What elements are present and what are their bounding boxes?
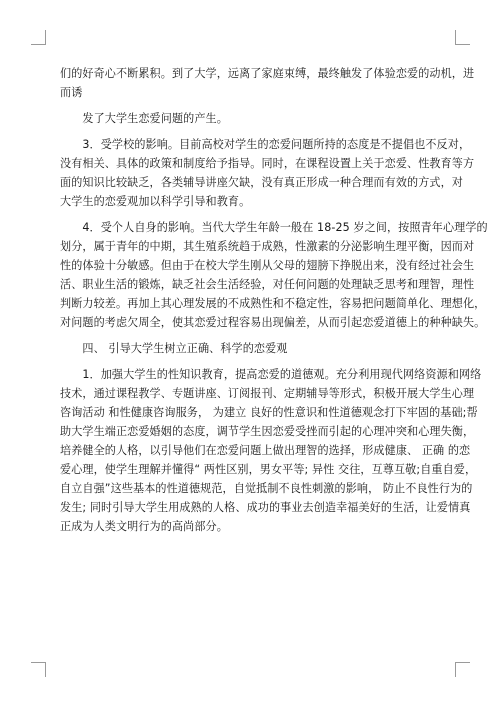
text-line: 而诱 [60, 86, 83, 99]
text-line: 对问题的考虑欠周全，使其恋爱过程容易出现偏差，从而引起恋爱道德上的种种缺失。 [60, 316, 486, 329]
text-line: 爱心理，使学生理解并懂得“ 两性区别，男女平等; 异性 交往，互尊互敬;自重自爱， [60, 463, 477, 476]
paragraph-school-influence [60, 135, 475, 211]
text-line: 培养健全的人格，以引导他们在恋爱问题上做出理智的选择，形成健康、 正确 的恋 [60, 444, 471, 457]
section-heading-text: 四、 引导大学生树立正确、科学的恋爱观 [60, 342, 288, 355]
text-line: 发生; 同时引导大学生用成熟的人格、成功的事业去创造幸福美好的生活，让爱情真 [60, 501, 471, 514]
text-line: 性的体验十分敏感。但由于在校大学生刚从父母的翅膀下挣脱出来，没有经过社会生 [60, 259, 475, 272]
document-body [60, 64, 488, 536]
text-line: 大学生的恋爱观加以科学引导和教育。 [60, 195, 251, 208]
text-line: 没有相关、具体的政策和制度给予指导。同时，在课程设置上关于恋爱、性教育等方 [60, 157, 475, 170]
paragraph-personal-influence [60, 218, 488, 332]
text-line: 助大学生端正恋爱婚姻的态度，调节学生因恋爱受挫而引起的心理冲突和心理失衡， [60, 425, 475, 438]
text-line: 技术，通过课程教学、专题讲座、订阅报刊、定期辅导等形式，积极开展大学生心理 [60, 387, 475, 400]
text-line: 4．受个人自身的影响。当代大学生年龄一般在 18-25 岁之间，按照青年心理学的 [60, 221, 488, 234]
crop-mark-top-left [31, 30, 46, 45]
paragraph-sex-education [60, 365, 482, 536]
crop-mark-bottom-left [31, 662, 46, 677]
text-line: 面的知识比较缺乏，各类辅导讲座欠缺，没有真正形成一种合理而有效的方式，对 [60, 176, 463, 189]
text-line: 咨询活动 和性健康咨询服务， 为建立 良好的性意识和性道德观念打下牢固的基础;帮 [60, 406, 478, 419]
text-line: 正成为人类文明行为的高尚部分。 [60, 520, 228, 533]
text-line: 自立自强”这些基本的性道德规范，自觉抵制不良性刺激的影响， 防止不良性行为的 [60, 482, 473, 495]
paragraph-continuation-2 [60, 109, 445, 128]
text-line: 们的好奇心不断累积。到了大学，远离了家庭束缚，最终触发了体验恋爱的动机，进 [60, 67, 475, 80]
text-line: 判断力较差。再加上其心理发展的不成熟性和不稳定性，容易把问题简单化、理想化， [60, 297, 486, 310]
text-line: 1．加强大学生的性知识教育，提高恋爱的道德观。充分利用现代网络资源和网络 [60, 368, 482, 381]
paragraph-continuation [60, 64, 475, 102]
text-line: 活、职业生活的锻炼，缺乏社会生活经验，对任何问题的处理缺乏思考和理智，理性 [60, 278, 475, 291]
section-heading [60, 339, 445, 358]
crop-mark-top-right [455, 30, 470, 45]
text-line: 3．受学校的影响。目前高校对学生的恋爱问题所持的态度是不提倡也不反对， [60, 138, 471, 151]
text-line: 发了大学生恋爱问题的产生。 [60, 112, 228, 125]
crop-mark-bottom-right [455, 662, 470, 677]
text-line: 划分，属于青年的中期，其生殖系统趋于成熟，性激素的分泌影响生理平衡，因而对 [60, 240, 475, 253]
